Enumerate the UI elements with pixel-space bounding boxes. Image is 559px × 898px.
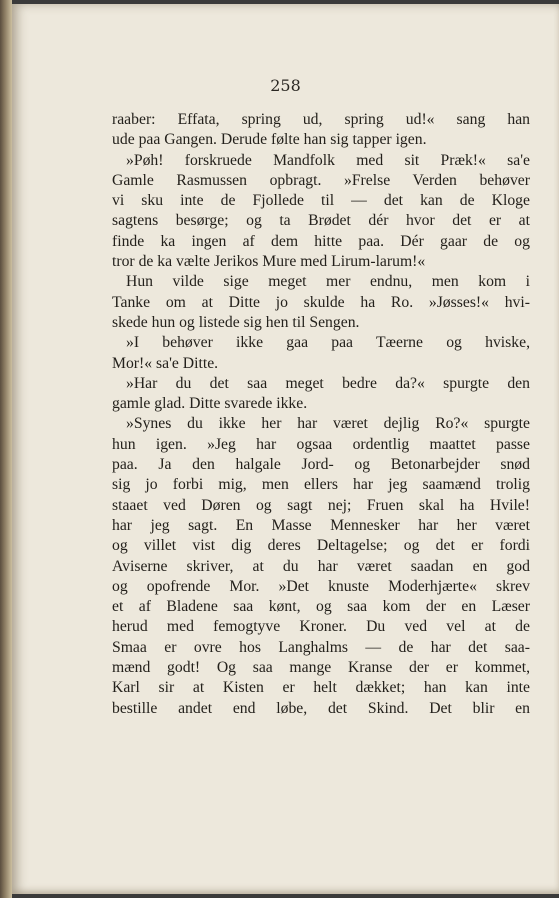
text-line: Karl sir at Kisten er helt dækket; han kan inte xyxy=(112,679,530,697)
text-line: paa. Ja den halgale Jord- og Betonarbejder snød xyxy=(112,456,530,474)
text-line: Smaa er ovre hos Langhalms — de har det saa- xyxy=(112,638,530,656)
text-line: et af Bladene saa kønt, og saa kom der en Læser xyxy=(112,598,530,616)
text-line: »Har du det saa meget bedre da?« spurgte den xyxy=(126,374,530,392)
text-line: herud med femogtyve Kroner. Du ved vel at de xyxy=(112,618,530,636)
text-line: Aviserne skriver, at du har været saadan en god xyxy=(112,557,530,575)
text-line: staaet ved Døren og sagt nej; Fruen skal ha Hvile! xyxy=(112,496,530,514)
book-spine-edge xyxy=(0,0,12,898)
text-line: sig jo forbi mig, men ellers har jeg saamænd trolig xyxy=(112,476,530,494)
text-line: raaber: Effata, spring ud, spring ud!« sang han xyxy=(112,111,530,128)
text-line: Tanke om at Ditte jo skulde ha Ro. »Jøsses!« hvi- xyxy=(112,293,530,311)
text-line: »Synes du ikke her har været dejlig Ro?« spurgte xyxy=(126,415,530,433)
body-text xyxy=(112,110,530,719)
text-line: »I behøver ikke gaa paa Tæerne og hviske, xyxy=(126,334,530,352)
text-line: bestille andet end løbe, det Skind. Det blir en xyxy=(112,699,530,717)
text-line: skede hun og listede sig hen til Sengen. xyxy=(112,313,360,331)
page-number: 258 xyxy=(270,76,301,95)
text-line: har jeg sagt. En Masse Mennesker har her været xyxy=(112,516,530,534)
text-line: finde ka ingen af dem hitte paa. Dér gaar de og xyxy=(112,232,530,250)
text-line: vi sku inte de Fjollede til — det kan de Kloge xyxy=(112,192,530,210)
book-page xyxy=(12,4,559,894)
text-line: mænd godt! Og saa mange Kranse der er kommet, xyxy=(112,659,530,677)
text-line: tror de ka vælte Jerikos Mure med Lirum-larum!« xyxy=(112,253,426,271)
text-line: Mor!« sa'e Ditte. xyxy=(112,354,219,372)
text-line: og opofrende Mor. »Det knuste Moderhjærte« skrev xyxy=(112,577,530,595)
text-line: gamle glad. Ditte svarede ikke. xyxy=(112,395,308,413)
text-line: ude paa Gangen. Derude følte han sig tapper igen. xyxy=(112,131,427,149)
text-line: »Pøh! forskruede Mandfolk med sit Præk!« sa'e xyxy=(126,151,530,169)
text-line: hun igen. »Jeg har ogsaa ordentlig maattet passe xyxy=(112,435,530,453)
text-line: sagtens besørge; og ta Brødet dér hvor det er at xyxy=(112,212,530,230)
text-line: Hun vilde sige meget mer endnu, men kom i xyxy=(126,273,530,291)
text-line: Gamle Rasmussen opbragt. »Frelse Verden behøver xyxy=(112,171,530,189)
text-line: og villet vist dig deres Deltagelse; og det er fordi xyxy=(112,537,530,555)
